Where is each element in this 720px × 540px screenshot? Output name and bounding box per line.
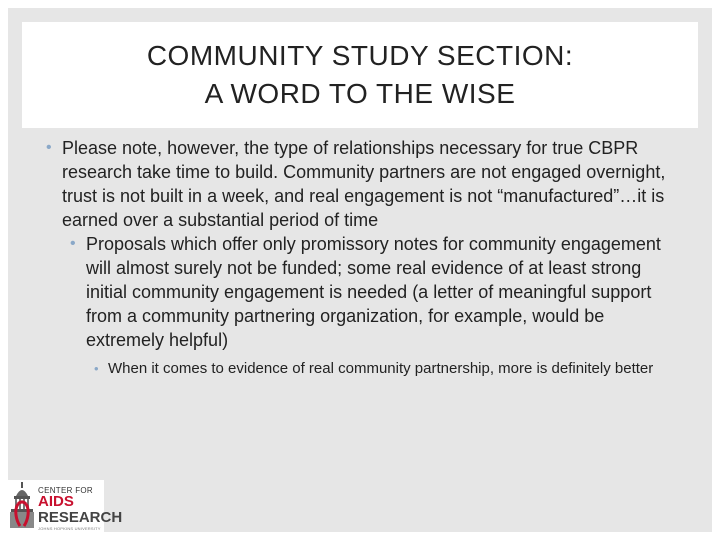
logo-line-2: AIDS <box>38 493 74 510</box>
logo-line-1: CENTER FOR <box>38 486 93 495</box>
bullet-level-1 <box>46 136 686 232</box>
slide-title-line-2: A WORD TO THE WISE <box>204 78 516 109</box>
logo-line-3: RESEARCH <box>38 509 123 526</box>
logo-line-4: JOHNS HOPKINS UNIVERSITY <box>38 526 101 531</box>
slide-body <box>46 136 686 380</box>
bullet-text: Proposals which offer only promissory notes for community engagement will almost surely not be funded; some real evidence of at least strong initial community engagement is needed (a letter of meaningful support from a community partnering organization, for example, would be extremely helpful) <box>86 234 661 350</box>
bullet-text: When it comes to evidence of real community partnership, more is definitely better <box>108 360 654 377</box>
bullet-dot-icon: • <box>94 361 99 376</box>
bullet-level-3 <box>46 358 686 380</box>
bullet-level-2 <box>46 232 686 352</box>
slide-title-line-1: COMMUNITY STUDY SECTION: <box>146 40 574 71</box>
capitol-dome-icon <box>8 480 38 534</box>
cfar-logo <box>8 480 123 534</box>
title-box <box>22 22 698 128</box>
bullet-dot-icon: • <box>46 139 52 156</box>
bullet-dot-icon: • <box>70 235 76 252</box>
bullet-text: Please note, however, the type of relationships necessary for true CBPR research take time to build. Community partners are not engaged overnight, trust is not built in a week, and real engagement is not “manufactured”…it is earned over a substantial period of time <box>62 138 666 230</box>
